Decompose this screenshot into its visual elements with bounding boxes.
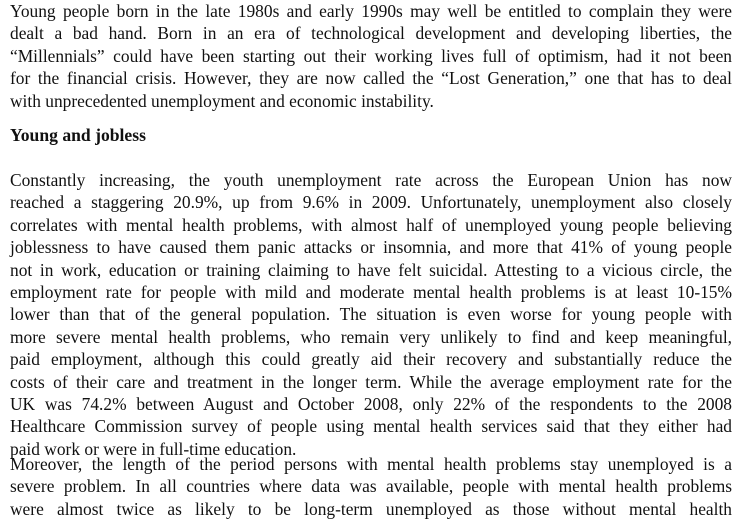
body-line: correlates with mental health problems, with almost half of unemployed young people believing — [10, 214, 732, 235]
body-line: Moreover, the length of the period persons with mental health problems stay unemployed is a — [10, 454, 732, 474]
body-line: were almost twice as likely to be long-term unemployed as those without mental health — [10, 498, 732, 519]
body-line: joblessness to have caused them panic attacks or insomnia, and more that 41% of young people — [10, 237, 732, 258]
body-line: paid employment, although this could greatly aid their recovery and substantially reduce the — [10, 349, 732, 370]
body-line: lower than that of the general population. The situation is even worse for young people with — [10, 304, 732, 325]
body-line: severe problem. In all countries where data was available, people with mental health problems — [10, 476, 732, 497]
intro-line: for the financial crisis. However, they are now called the “Lost Generation,” one that has to deal — [10, 68, 732, 89]
body-line: Healthcare Commission survey of people using mental health services said that they either had — [10, 416, 732, 437]
section-heading: Young and jobless — [10, 125, 146, 145]
body-line: Constantly increasing, the youth unemployment rate across the European Union has now — [10, 170, 732, 190]
body-line: UK was 74.2% between August and October 2008, only 22% of the respondents to the 2008 — [10, 394, 732, 415]
intro-line: Young people born in the late 1980s and early 1990s may well be entitled to complain they were — [10, 1, 732, 21]
intro-line: “Millennials” could have been starting out their working lives full of optimism, had it not been — [10, 45, 732, 66]
body-paragraph-1 — [10, 169, 732, 460]
body-line: more severe mental health problems, who remain very unlikely to find and keep meaningful, — [10, 326, 732, 347]
body-line: costs of their care and treatment in the longer term. While the average employment rate for the — [10, 371, 732, 392]
body-paragraph-2 — [10, 453, 732, 520]
body-line: reached a staggering 20.9%, up from 9.6% in 2009. Unfortunately, unemployment also closely — [10, 192, 732, 213]
intro-line: with unprecedented unemployment and economic instability. — [10, 90, 434, 111]
body-line: employment rate for people with mild and moderate mental health problems is at least 10-15% — [10, 282, 732, 303]
body-line: paid work or were in full-time education. — [10, 438, 297, 459]
intro-paragraph — [10, 0, 732, 112]
body-line: not in work, education or training claiming to have felt suicidal. Attesting to a vicious circle, the — [10, 259, 732, 280]
intro-line: dealt a bad hand. Born in an era of technological development and developing liberties, the — [10, 23, 732, 44]
